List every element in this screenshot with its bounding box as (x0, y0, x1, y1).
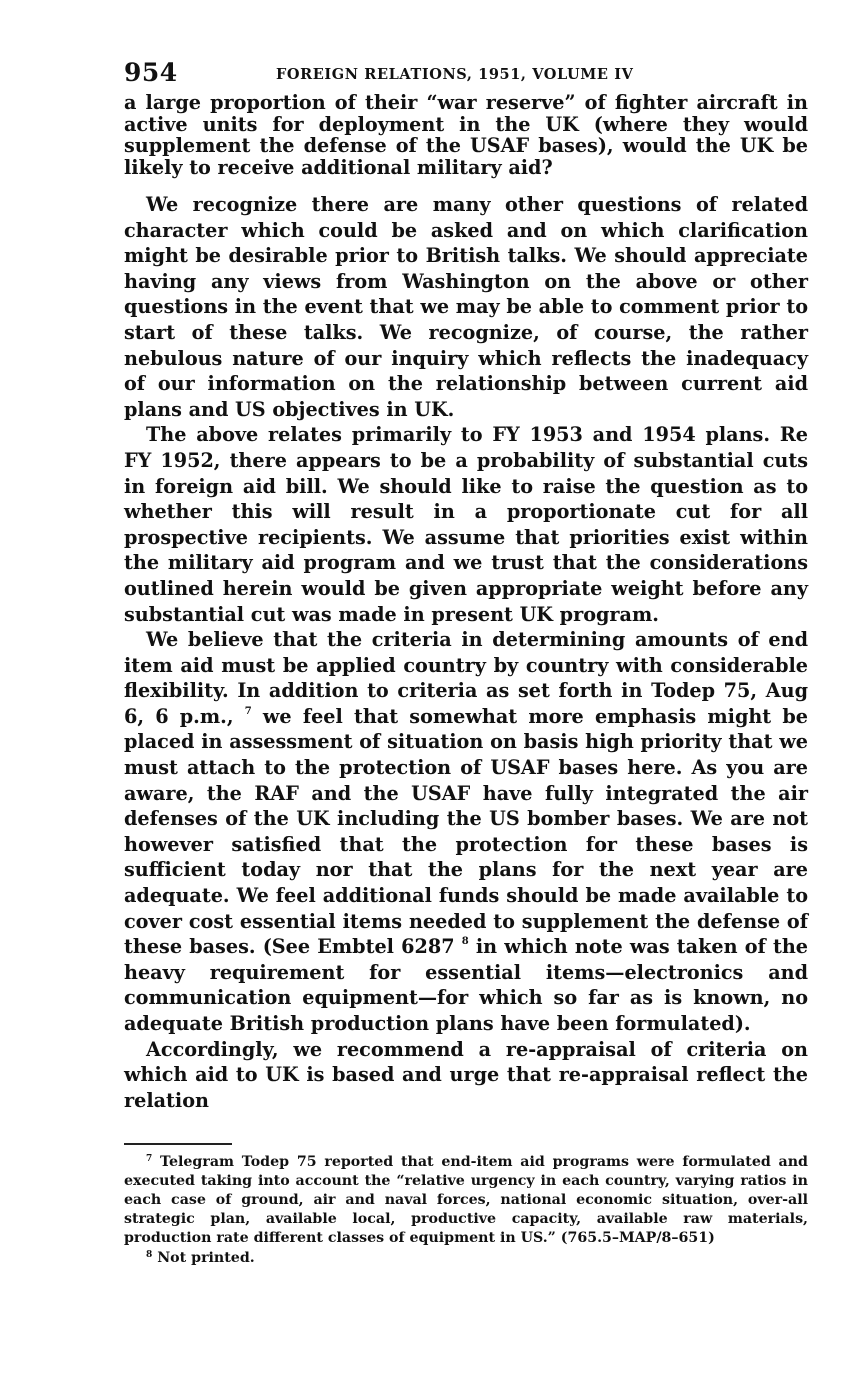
footnote-8-text: Not printed. (157, 1249, 255, 1266)
page (124, 58, 808, 1113)
footnote-7-mark: 7 (146, 1153, 153, 1164)
page-header (124, 58, 808, 92)
footnotes (124, 1143, 808, 1268)
page-number: 954 (124, 58, 178, 87)
footnote-7 (124, 1153, 808, 1249)
paragraph-4-part-c: in which note was taken of the heavy requirement for essential items—electronics and communication equipment—for which so far as is known, no adequate British production plans have been formulated). (124, 935, 808, 1035)
paragraph-4-part-a: We believe that the criteria in determining amounts of end item aid must be applied country by country with considerable flexibility. In addition to criteria as set forth in Todep 75, Aug 6, 6 p.m., (124, 628, 808, 728)
body-text (124, 92, 808, 1113)
paragraph-2: We recognize there are many other questions of related character which could be asked and on which clarification might be desirable prior to British talks. We should appreciate having any views from Washington on the above or other questions in the event that we may be able to comment prior to start of these talks. We recognize, of course, the rather nebulous nature of our inquiry which reflects the inadequacy of our information on the relationship between current aid plans and US objectives in UK. (124, 193, 808, 421)
paragraph-4-part-b: we feel that somewhat more emphasis might be placed in assessment of situation on basis high priority that we must attach to the protection of USAF bases here. As you are aware, the RAF and the USAF have fully integrated the air defenses of the UK including the US bomber bases. We are not however satisfied that the protection for these bases is sufficient today nor that the plans for the next year are adequate. We feel additional funds should be made available to cover cost essential items needed to supplement the defense of these bases. (See Embtel 6287 (124, 704, 808, 959)
footnote-rule (124, 1143, 232, 1145)
footnote-ref-7: 7 (244, 705, 252, 717)
footnote-8 (124, 1249, 808, 1268)
footnote-8-mark: 8 (146, 1249, 153, 1260)
footnote-ref-8: 8 (461, 936, 469, 948)
paragraph-4 (124, 627, 808, 1037)
paragraph-3: The above relates primarily to FY 1953 and 1954 plans. Re FY 1952, there appears to be a probability of substantial cuts in foreign aid bill. We should like to raise the question as to whether this will result in a proportionate cut for all prospective recipients. We assume that priorities exist within the military aid program and we trust that the considerations outlined herein would be given appropriate weight before any substantial cut was made in present UK program. (124, 423, 808, 626)
paragraph-1: a large proportion of their “war reserve” of fighter aircraft in active units for deployment in the UK (where they would supplement the defense of the USAF bases), would the UK be likely to receive additional military aid? (124, 91, 808, 179)
running-head: FOREIGN RELATIONS, 1951, VOLUME IV (276, 66, 634, 83)
paragraph-5: Accordingly, we recommend a re-appraisal of criteria on which aid to UK is based and urge that re-appraisal reflect the relation (124, 1037, 808, 1112)
footnote-7-text: Telegram Todep 75 reported that end-item aid programs were formulated and executed taking into account the “relative urgency in each country, varying ratios in each case of ground, air and naval forces, national economic situation, over-all strategic plan, available local, productive capacity, available raw materials, production rate different classes of equipment in US.” (765.5–MAP/8–651) (124, 1153, 808, 1247)
